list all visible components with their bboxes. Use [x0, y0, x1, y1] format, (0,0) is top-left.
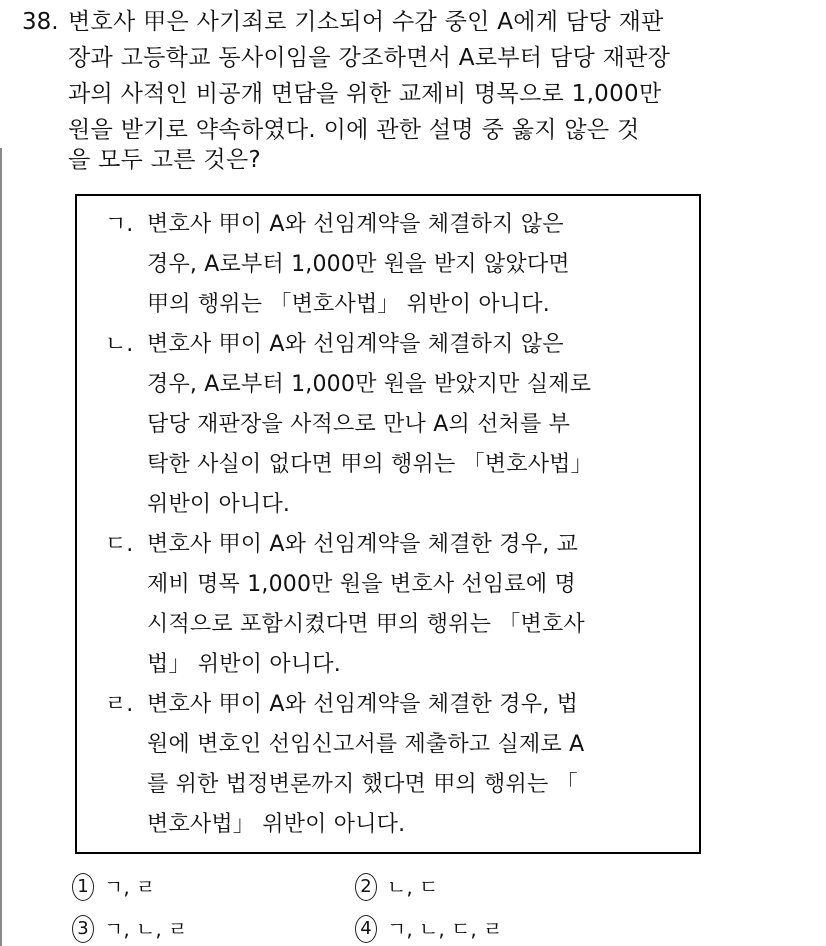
question-line: 변호사 甲은 사기죄로 기소되어 수감 중인 A에게 담당 재판: [68, 9, 664, 35]
statement-marker-giyeok: ㄱ.: [105, 212, 134, 237]
answer-choice-3[interactable]: [72, 914, 187, 944]
question-line: 을 모두 고른 것은?: [68, 147, 261, 173]
statement-line: 경우, A로부터 1,000만 원을 받았지만 실제로: [147, 372, 592, 397]
statement-line: 원에 변호인 선임신고서를 제출하고 실제로 A: [147, 732, 585, 757]
answer-choice-1[interactable]: [72, 872, 155, 902]
statement-marker-nieun: ㄴ.: [105, 332, 134, 357]
choice-number-circle: 4: [355, 915, 377, 943]
statement-line: 변호사 甲이 A와 선임계약을 체결한 경우, 법: [147, 692, 579, 717]
choice-number-circle: 3: [72, 915, 94, 943]
statement-line: 제비 명목 1,000만 원을 변호사 선임료에 명: [147, 572, 576, 597]
statement-line: 변호사법」 위반이 아니다.: [147, 812, 406, 837]
answer-choice-4[interactable]: [355, 914, 502, 944]
statement-line: 경우, A로부터 1,000만 원을 받지 않았다면: [147, 252, 570, 277]
statement-line: 법」 위반이 아니다.: [147, 652, 341, 677]
question-number: 38.: [22, 9, 59, 35]
statement-line: 를 위한 법정변론까지 했다면 甲의 행위는 「: [147, 772, 578, 797]
choice-text: ㄱ, ㄴ, ㄹ: [104, 917, 188, 941]
question-line: 과의 사적인 비공개 면담을 위한 교제비 명목으로 1,000만: [68, 81, 662, 107]
choice-text: ㄱ, ㄴ, ㄷ, ㄹ: [387, 917, 503, 941]
statement-line: 변호사 甲이 A와 선임계약을 체결한 경우, 교: [147, 532, 579, 557]
choice-number-circle: 2: [355, 873, 377, 901]
choice-text: ㄴ, ㄷ: [387, 875, 439, 899]
statements-box: [75, 194, 701, 854]
choice-text: ㄱ, ㄹ: [104, 875, 156, 899]
statement-marker-digeut: ㄷ.: [105, 532, 134, 557]
statement-line: 변호사 甲이 A와 선임계약을 체결하지 않은: [147, 332, 564, 357]
question-line: 장과 고등학교 동사이임을 강조하면서 A로부터 담당 재판장: [68, 45, 671, 71]
answer-choice-2[interactable]: [355, 872, 438, 902]
choice-number-circle: 1: [72, 873, 94, 901]
statement-marker-rieul: ㄹ.: [105, 692, 134, 717]
statement-line: 甲의 행위는 「변호사법」 위반이 아니다.: [147, 292, 550, 317]
statement-line: 담당 재판장을 사적으로 만나 A의 선처를 부: [147, 412, 571, 437]
statement-line: 변호사 甲이 A와 선임계약을 체결하지 않은: [147, 212, 564, 237]
statement-line: 위반이 아니다.: [147, 492, 291, 517]
question-line: 원을 받기로 약속하였다. 이에 관한 설명 중 옳지 않은 것: [68, 117, 640, 143]
statement-line: 시적으로 포함시켰다면 甲의 행위는 「변호사: [147, 612, 585, 637]
left-margin-rule: [0, 148, 2, 946]
statement-line: 탁한 사실이 없다면 甲의 행위는 「변호사법」: [147, 452, 593, 477]
